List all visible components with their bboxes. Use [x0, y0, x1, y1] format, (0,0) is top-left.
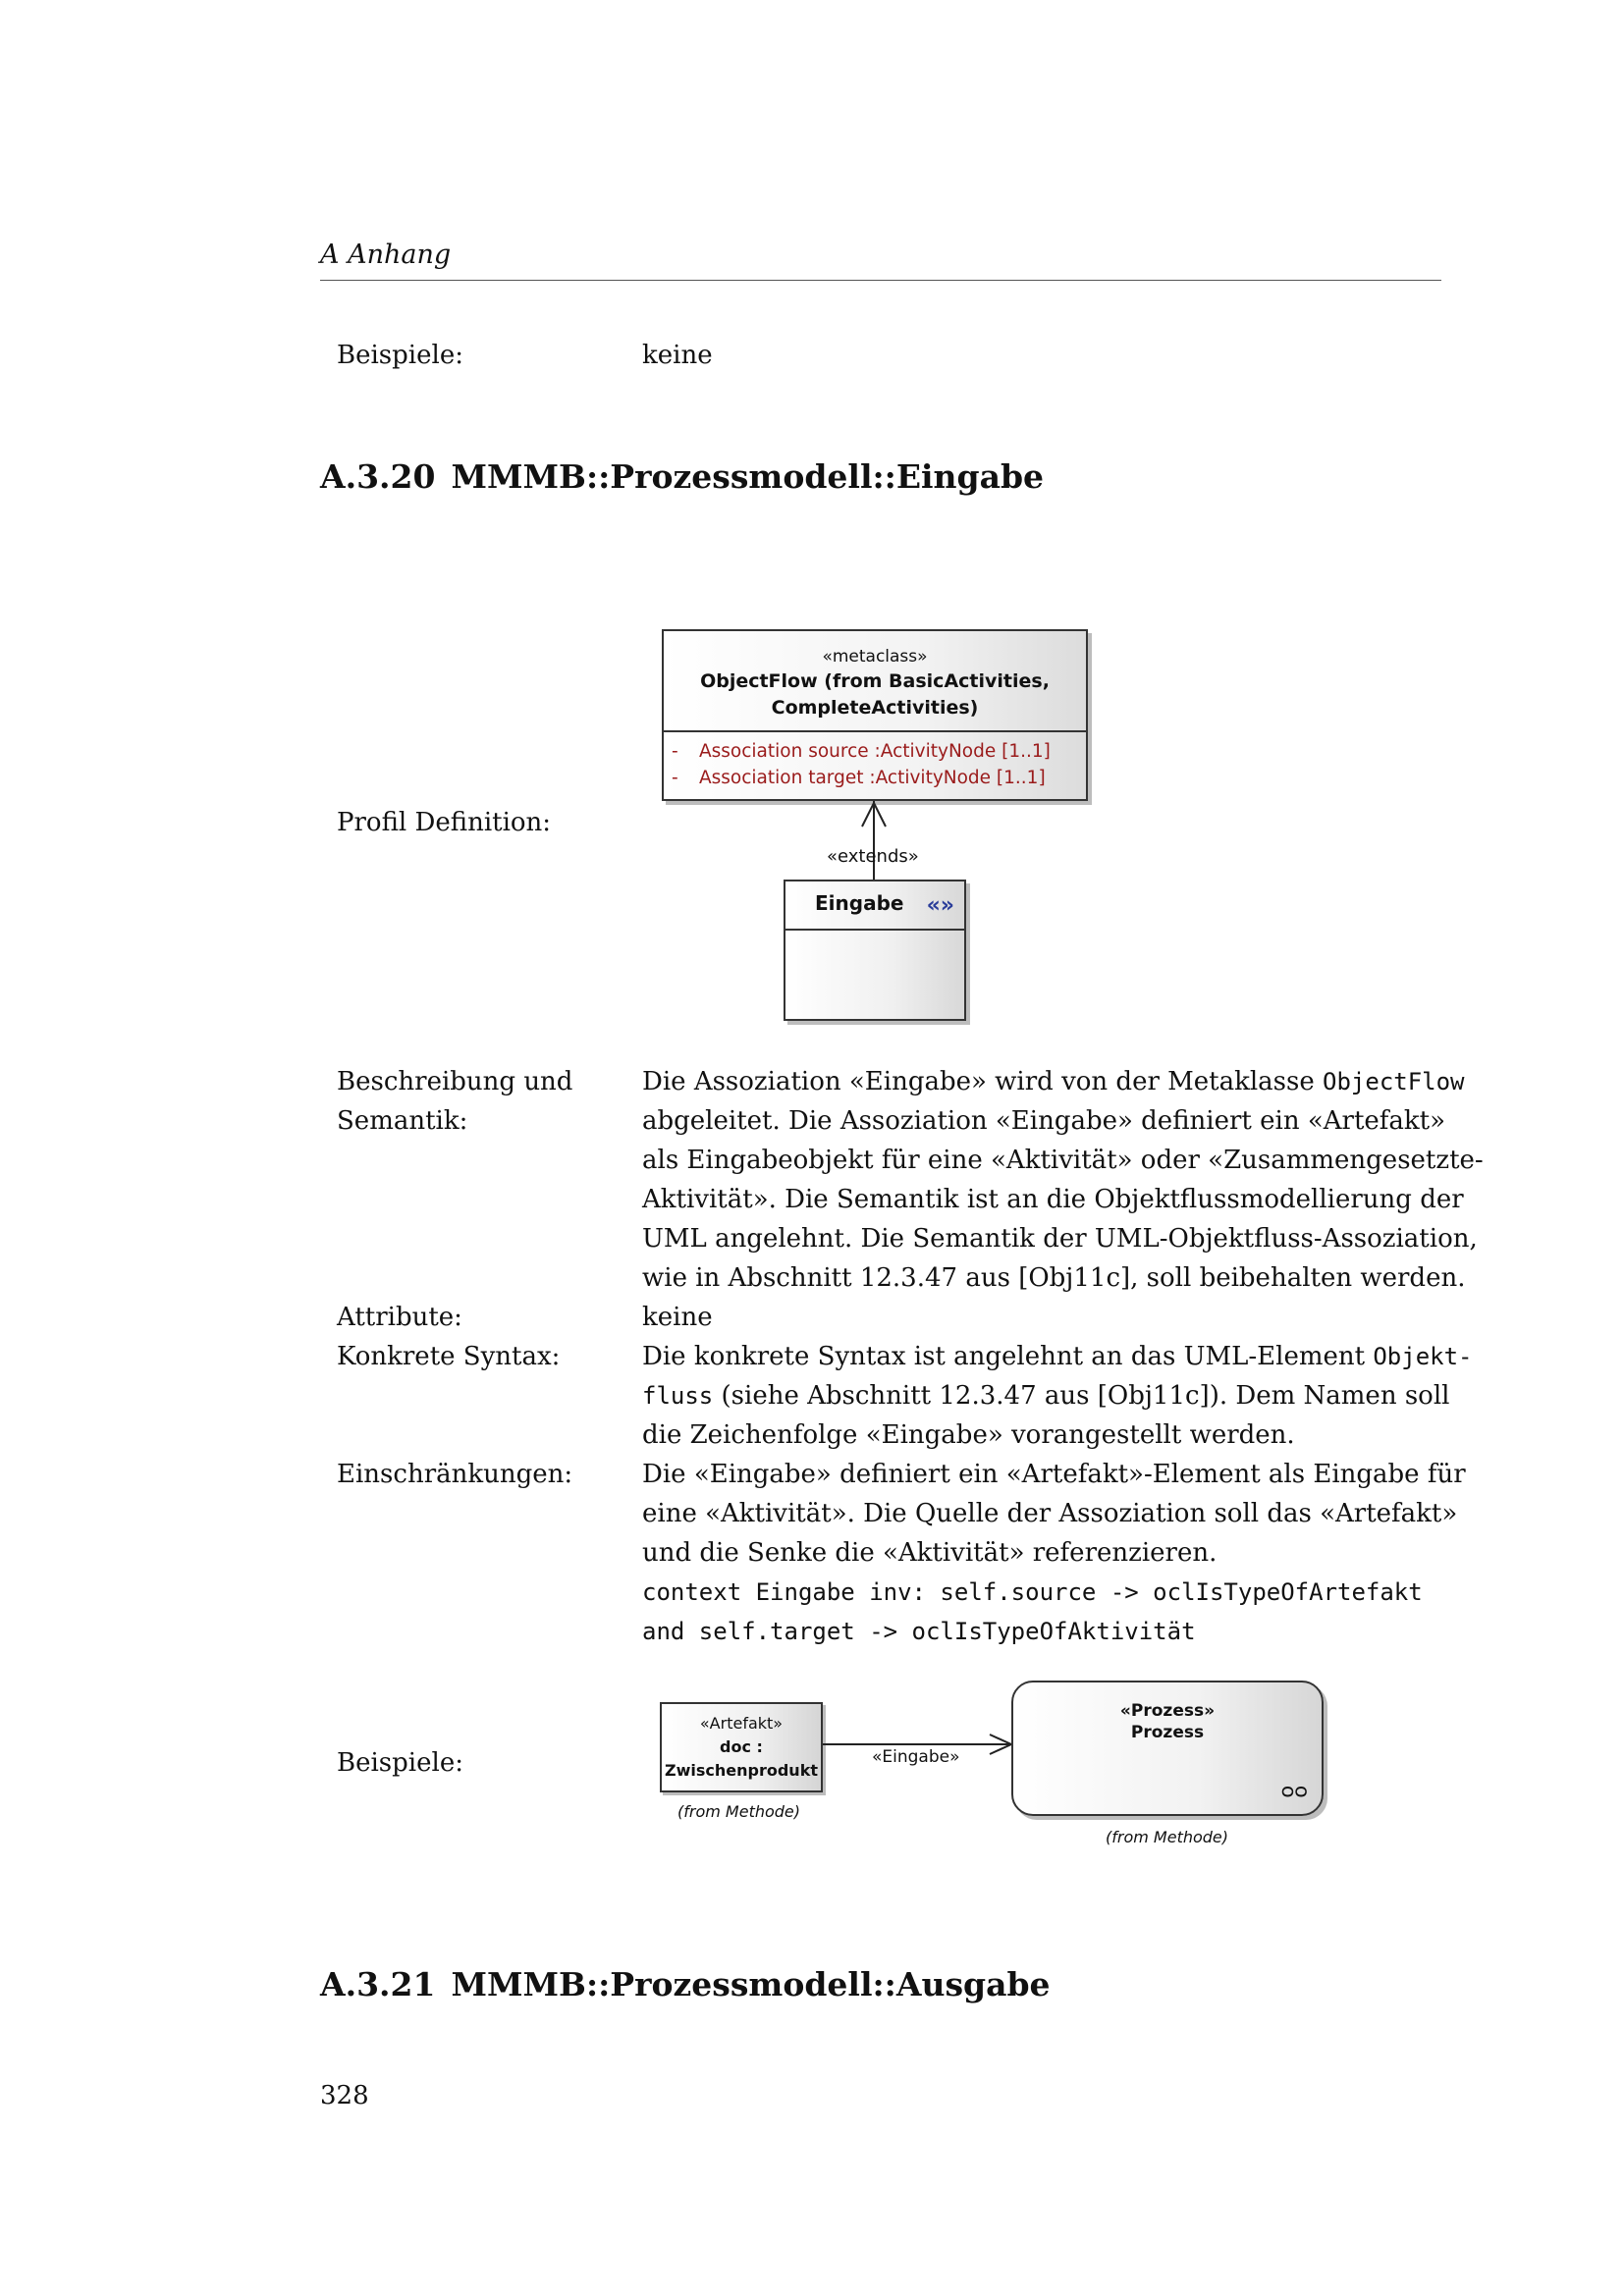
objektfluss-code-part1: Objekt-: [1373, 1343, 1473, 1370]
artefakt-stereotype: «Artefakt»: [699, 1714, 784, 1733]
beschreibung-line-3: als Eingabeobjekt für eine «Aktivität» oder «Zusammengesetzte-: [642, 1146, 1484, 1175]
beschreibung-label-1: Beschreibung und: [337, 1067, 573, 1096]
profil-definition-label: Profil Definition:: [337, 808, 552, 837]
syntax-line-2: [642, 1376, 1449, 1415]
attribute-visibility: -: [672, 768, 678, 788]
objectflow-code: ObjectFlow: [1323, 1068, 1465, 1095]
section-heading-a3-21: [320, 1965, 1051, 2003]
attribute-text: Association source :ActivityNode [1..1]: [699, 741, 1051, 762]
syntax-text: Die konkrete Syntax ist angelehnt an das UML-Element: [642, 1342, 1374, 1371]
eingabe-stereotype-box: [784, 880, 966, 1021]
section-title: MMMB::Prozessmodell::Eingabe: [451, 457, 1045, 496]
attribute-label: Attribute:: [337, 1303, 462, 1332]
section-heading-a3-20: [320, 457, 1044, 496]
attribute-visibility: -: [672, 741, 678, 762]
syntax-text: (siehe Abschnitt 12.3.47 aus [Obj11c]). Dem Namen soll: [713, 1381, 1450, 1411]
attribute-value: keine: [642, 1303, 713, 1332]
beschreibung-text: Die Assoziation «Eingabe» wird von der Metaklasse: [642, 1067, 1324, 1096]
metaclass-attributes: [664, 732, 1086, 791]
extends-arrow: [854, 799, 893, 881]
eingabe-edge-label: «Eingabe»: [872, 1747, 960, 1767]
eingabe-name: Eingabe: [815, 891, 904, 915]
metaclass-name-line1: ObjectFlow (from BasicActivities,: [700, 670, 1050, 692]
ocl-line-2: and self.target -> oclIsTypeOfAktivität: [642, 1618, 1196, 1645]
beispiele-label-top: Beispiele:: [337, 341, 463, 370]
beschreibung-line-4: Aktivität». Die Semantik ist an die Objektflussmodellierung der: [642, 1185, 1464, 1214]
prozess-from-label: (from Methode): [1106, 1828, 1229, 1846]
metaclass-attribute: [672, 765, 1086, 791]
stereotype-icon: «»: [926, 893, 954, 918]
syntax-label: Konkrete Syntax:: [337, 1342, 561, 1371]
page-number: 328: [320, 2081, 369, 2110]
section-title: MMMB::Prozessmodell::Ausgabe: [451, 1965, 1051, 2003]
header-rule: [320, 280, 1441, 281]
einschraenkungen-label: Einschränkungen:: [337, 1460, 573, 1489]
metaclass-header: [664, 631, 1086, 732]
eingabe-header: [785, 881, 964, 931]
metaclass-box: [662, 629, 1088, 801]
ocl-line-1: context Eingabe inv: self.source -> oclIsTypeOfArtefakt: [642, 1578, 1423, 1606]
artefakt-from-label: (from Methode): [677, 1802, 801, 1821]
syntax-line-3: die Zeichenfolge «Eingabe» vorangestellt werden.: [642, 1420, 1295, 1450]
einschraenkungen-line-1: Die «Eingabe» definiert ein «Artefakt»-Element als Eingabe für: [642, 1460, 1466, 1489]
artefakt-box: [660, 1702, 823, 1792]
artefakt-name-line2: Zwischenprodukt: [665, 1761, 818, 1780]
einschraenkungen-line-2: eine «Aktivität». Die Quelle der Assoziation soll das «Artefakt»: [642, 1499, 1458, 1528]
attribute-text: Association target :ActivityNode [1..1]: [699, 768, 1046, 788]
prozess-box: [1011, 1681, 1324, 1816]
beschreibung-label-2: Semantik:: [337, 1106, 468, 1136]
beschreibung-line-6: wie in Abschnitt 12.3.47 aus [Obj11c], soll beibehalten werden.: [642, 1263, 1466, 1293]
beispiele-label: Beispiele:: [337, 1748, 463, 1778]
metaclass-attribute: [672, 738, 1086, 765]
composite-activity-icon: ᴑᴑ: [1280, 1779, 1308, 1802]
beispiele-value-top: keine: [642, 341, 713, 370]
extends-label: «extends»: [827, 846, 919, 867]
metaclass-name-line2: CompleteActivities): [771, 697, 979, 719]
artefakt-name-line1: doc :: [720, 1737, 763, 1756]
einschraenkungen-line-3: und die Senke die «Aktivität» referenzieren.: [642, 1538, 1218, 1568]
prozess-stereotype: «Prozess»: [1119, 1701, 1216, 1721]
objektfluss-code-part2: fluss: [642, 1382, 714, 1410]
beschreibung-line-1: [642, 1062, 1465, 1101]
beschreibung-line-5: UML angelehnt. Die Semantik der UML-Objektfluss-Assoziation,: [642, 1224, 1478, 1254]
section-number: A.3.21: [320, 1965, 436, 2003]
syntax-line-1: [642, 1337, 1473, 1376]
beschreibung-line-2: abgeleitet. Die Assoziation «Eingabe» definiert ein «Artefakt»: [642, 1106, 1446, 1136]
prozess-name: Prozess: [1130, 1723, 1205, 1742]
section-number: A.3.20: [320, 457, 436, 496]
metaclass-stereotype: «metaclass»: [822, 647, 928, 667]
running-header: A Anhang: [320, 240, 452, 270]
